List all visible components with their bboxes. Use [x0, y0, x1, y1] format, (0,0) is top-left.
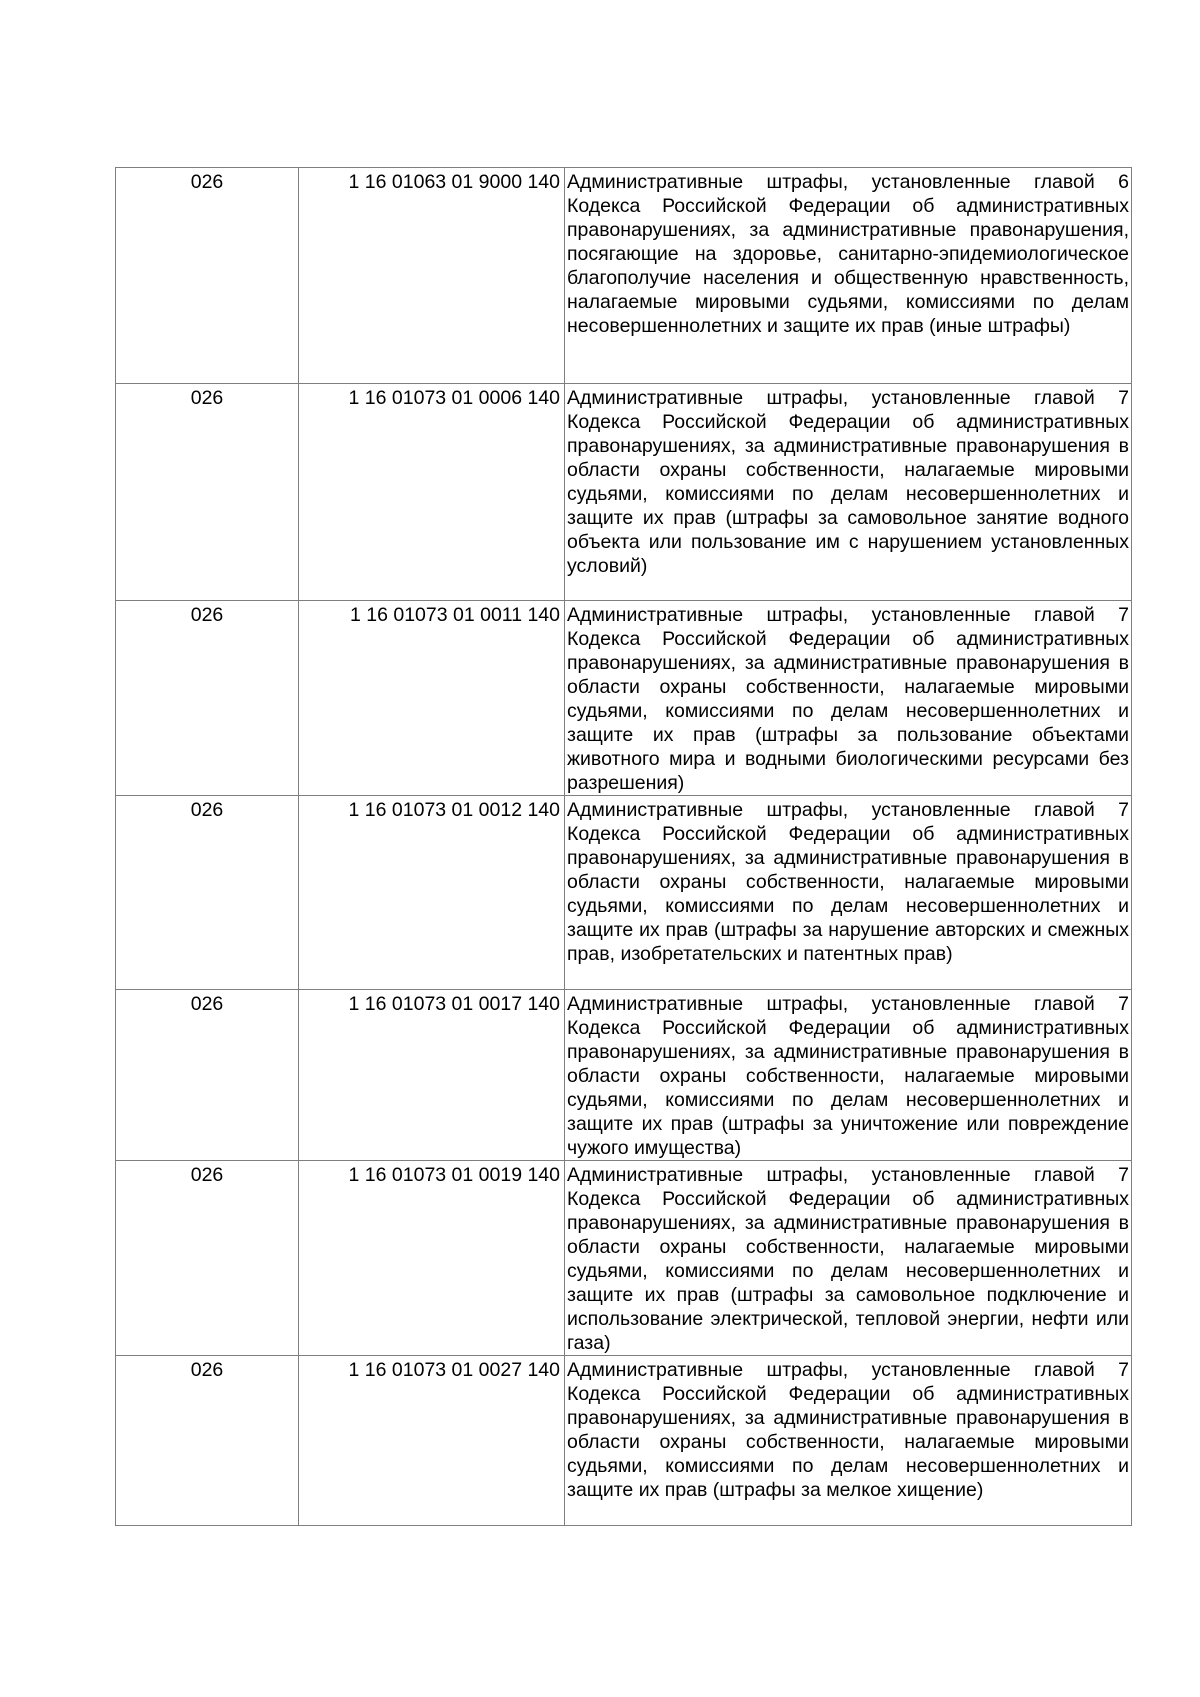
admin-code-cell: 026 [116, 1356, 299, 1526]
table-row [116, 1356, 1132, 1526]
kbk-code-cell: 1 16 01063 01 9000 140 [299, 168, 565, 384]
kbk-code-cell: 1 16 01073 01 0006 140 [299, 384, 565, 601]
kbk-code-cell: 1 16 01073 01 0011 140 [299, 601, 565, 796]
description-cell [565, 1161, 1132, 1356]
kbk-code-cell: 1 16 01073 01 0012 140 [299, 796, 565, 990]
admin-code-cell: 026 [116, 384, 299, 601]
description-cell [565, 1356, 1132, 1526]
description-text: Административные штрафы, установленные главой 7 Кодекса Российской Федерации об административных правонарушениях, за административные правонарушения в области охраны собственности, налагаемые мировыми судьями, комиссиями по делам несовершеннолетних и защите их прав (штрафы за самовольное занятие водного объекта или пользование им с нарушением установленных условий) [567, 387, 1129, 577]
kbk-code-cell: 1 16 01073 01 0027 140 [299, 1356, 565, 1526]
admin-code-cell: 026 [116, 990, 299, 1161]
description-text: Административные штрафы, установленные главой 7 Кодекса Российской Федерации об административных правонарушениях, за административные правонарушения в области охраны собственности, налагаемые мировыми судьями, комиссиями по делам несовершеннолетних и защите их прав (штрафы за нарушение авторских и смежных прав, изобретательских и патентных прав) [567, 799, 1129, 965]
description-cell [565, 601, 1132, 796]
description-cell [565, 796, 1132, 990]
table-row [116, 990, 1132, 1161]
description-cell [565, 990, 1132, 1161]
admin-code-cell: 026 [116, 1161, 299, 1356]
table-row [116, 384, 1132, 601]
description-text: Административные штрафы, установленные главой 7 Кодекса Российской Федерации об административных правонарушениях, за административные правонарушения в области охраны собственности, налагаемые мировыми судьями, комиссиями по делам несовершеннолетних и защите их прав (штрафы за пользование объектами животного мира и водными биологическими ресурсами без разрешения) [567, 604, 1129, 794]
table-row [116, 1161, 1132, 1356]
kbk-code-cell: 1 16 01073 01 0017 140 [299, 990, 565, 1161]
table-row [116, 796, 1132, 990]
kbk-code-cell: 1 16 01073 01 0019 140 [299, 1161, 565, 1356]
description-text: Административные штрафы, установленные главой 6 Кодекса Российской Федерации об административных правонарушениях, за административные правонарушения, посягающие на здоровье, санитарно-эпидемиологическое благополучие населения и общественную нравственность, налагаемые мировыми судьями, комиссиями по делам несовершеннолетних и защите их прав (иные штрафы) [567, 171, 1129, 337]
budget-codes-table [115, 167, 1132, 1526]
description-cell [565, 168, 1132, 384]
admin-code-cell: 026 [116, 601, 299, 796]
description-text: Административные штрафы, установленные главой 7 Кодекса Российской Федерации об административных правонарушениях, за административные правонарушения в области охраны собственности, налагаемые мировыми судьями, комиссиями по делам несовершеннолетних и защите их прав (штрафы за мелкое хищение) [567, 1359, 1129, 1501]
admin-code-cell: 026 [116, 796, 299, 990]
description-text: Административные штрафы, установленные главой 7 Кодекса Российской Федерации об административных правонарушениях, за административные правонарушения в области охраны собственности, налагаемые мировыми судьями, комиссиями по делам несовершеннолетних и защите их прав (штрафы за уничтожение или повреждение чужого имущества) [567, 993, 1129, 1159]
table-row [116, 168, 1132, 384]
admin-code-cell: 026 [116, 168, 299, 384]
table-row [116, 601, 1132, 796]
description-text: Административные штрафы, установленные главой 7 Кодекса Российской Федерации об административных правонарушениях, за административные правонарушения в области охраны собственности, налагаемые мировыми судьями, комиссиями по делам несовершеннолетних и защите их прав (штрафы за самовольное подключение и использование электрической, тепловой энергии, нефти или газа) [567, 1164, 1129, 1354]
description-cell [565, 384, 1132, 601]
